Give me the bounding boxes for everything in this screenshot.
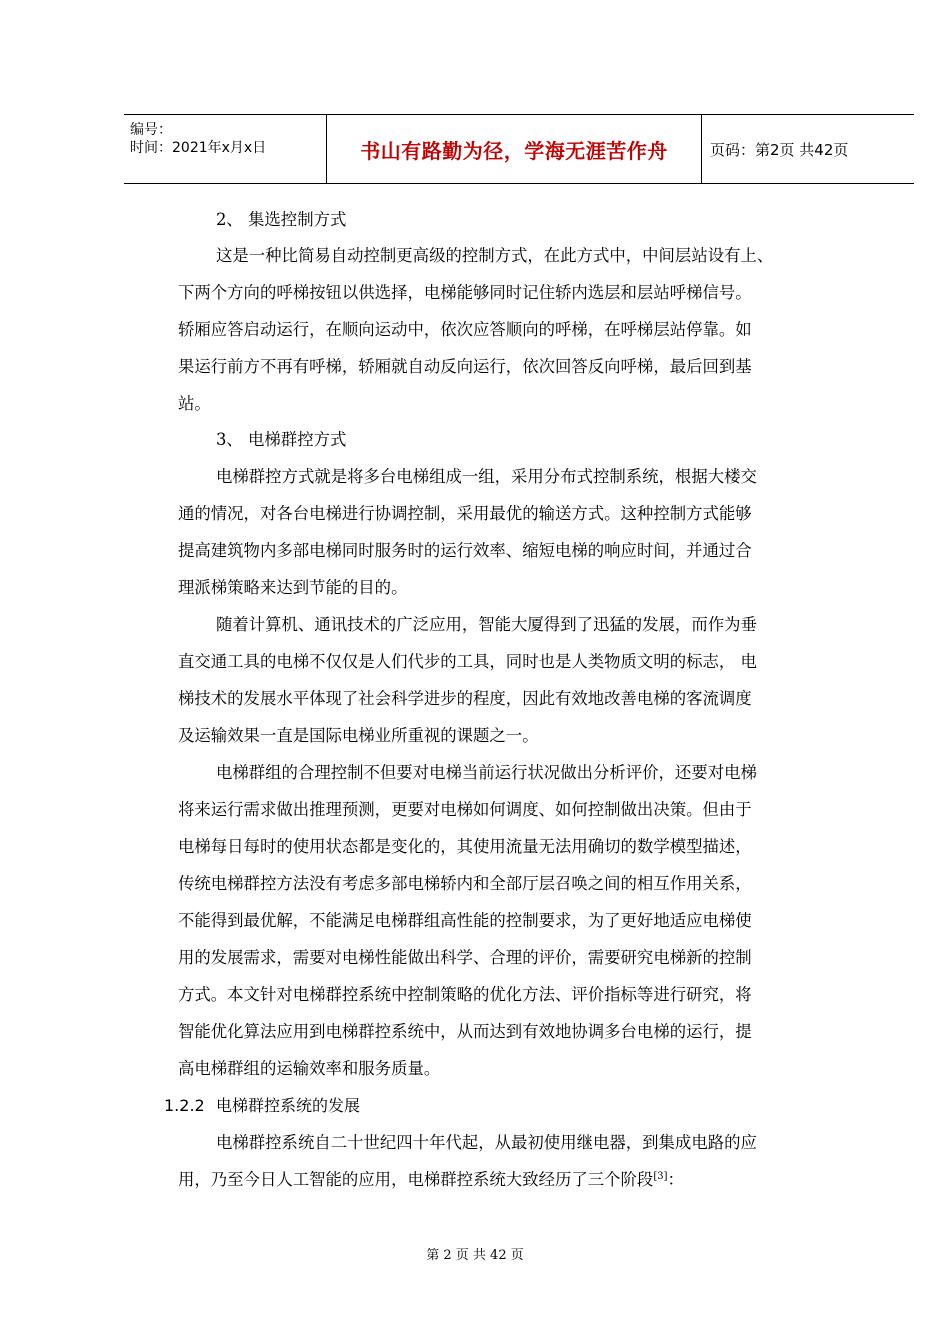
paragraph-line: 电梯群组的合理控制不但要对电梯当前运行状况做出分析评价，还要对电梯 — [216, 763, 757, 782]
paragraph-line: 直交通工具的电梯不仅仅是人们代步的工具，同时也是人类物质文明的标志， 电 — [178, 652, 757, 671]
paragraph-line: 轿厢应答启动运行，在顺向运动中，依次应答顺向的呼梯，在呼梯层站停靠。如 — [178, 320, 752, 339]
paragraph-line: 方式。本文针对电梯群控系统中控制策略的优化方法、评价指标等进行研究，将 — [178, 985, 752, 1004]
paragraph-line: 及运输效果一直是国际电梯业所重视的课题之一。 — [178, 726, 539, 745]
paragraph-text-end: ： — [667, 1170, 684, 1189]
paragraph-line: 传统电梯群控方法没有考虑多部电梯轿内和全部厅层召唤之间的相互作用关系， — [178, 874, 752, 893]
paragraph-line: 果运行前方不再有呼梯，轿厢就自动反向运行，依次回答反向呼梯，最后回到基 — [178, 357, 752, 376]
header-page-code: 页码：第2页 共42页 — [710, 140, 849, 159]
paragraph-line: 理派梯策略来达到节能的目的。 — [178, 578, 408, 597]
page-header — [124, 114, 914, 184]
header-motto: 书山有路勤为径，学海无涯苦作舟 — [360, 138, 668, 163]
header-motto-cell — [326, 115, 702, 183]
paragraph-line: 站。 — [178, 394, 211, 413]
citation-ref: [3] — [653, 1171, 668, 1182]
subheading-collective-control: 2、 集选控制方式 — [216, 210, 347, 229]
header-meta — [124, 115, 324, 183]
paragraph-line: 这是一种比简易自动控制更高级的控制方式，在此方式中，中间层站设有上、 — [216, 246, 774, 265]
subheading-group-control: 3、 电梯群控方式 — [216, 430, 347, 449]
paragraph-line: 电梯群控系统自二十世纪四十年代起，从最初使用继电器，到集成电路的应 — [216, 1133, 757, 1152]
paragraph-line: 梯技术的发展水平体现了社会科学进步的程度，因此有效地改善电梯的客流调度 — [178, 689, 752, 708]
page-footer: 第 2 页 共 42 页 — [426, 1248, 524, 1263]
paragraph-line: 将来运行需求做出推理预测，更要对电梯如何调度、如何控制做出决策。但由于 — [178, 800, 752, 819]
paragraph-line: 提高建筑物内多部电梯同时服务时的运行效率、缩短电梯的响应时间，并通过合 — [178, 541, 752, 560]
document-time: 时间：2021年x月x日 — [130, 140, 267, 156]
section-title: 电梯群控系统的发展 — [216, 1096, 361, 1115]
paragraph-text: 用，乃至今日人工智能的应用，电梯群控系统大致经历了三个阶段 — [178, 1170, 654, 1189]
paragraph-line: 通的情况，对各台电梯进行协调控制，采用最优的输送方式。这种控制方式能够 — [178, 504, 752, 523]
paragraph-line: 不能得到最优解，不能满足电梯群组高性能的控制要求，为了更好地适应电梯使 — [178, 911, 752, 930]
section-number: 1.2.2 — [164, 1096, 205, 1115]
document-number: 编号： — [130, 122, 172, 138]
paragraph-line: 用的发展需求，需要对电梯性能做出科学、合理的评价，需要研究电梯新的控制 — [178, 948, 752, 967]
paragraph-line — [178, 1168, 684, 1192]
paragraph-line: 随着计算机、通讯技术的广泛应用，智能大厦得到了迅猛的发展，而作为垂 — [216, 615, 757, 634]
paragraph-line: 下两个方向的呼梯按钮以供选择，电梯能够同时记住轿内选层和层站呼梯信号。 — [178, 283, 752, 302]
paragraph-line: 电梯每日每时的使用状态都是变化的，其使用流量无法用确切的数学模型描述， — [178, 837, 752, 856]
paragraph-line: 智能优化算法应用到电梯群控系统中，从而达到有效地协调多台电梯的运行，提 — [178, 1022, 752, 1041]
paragraph-line: 高电梯群组的运输效率和服务质量。 — [178, 1059, 441, 1078]
paragraph-line: 电梯群控方式就是将多台电梯组成一组，采用分布式控制系统，根据大楼交 — [216, 467, 757, 486]
section-heading — [164, 1094, 360, 1118]
